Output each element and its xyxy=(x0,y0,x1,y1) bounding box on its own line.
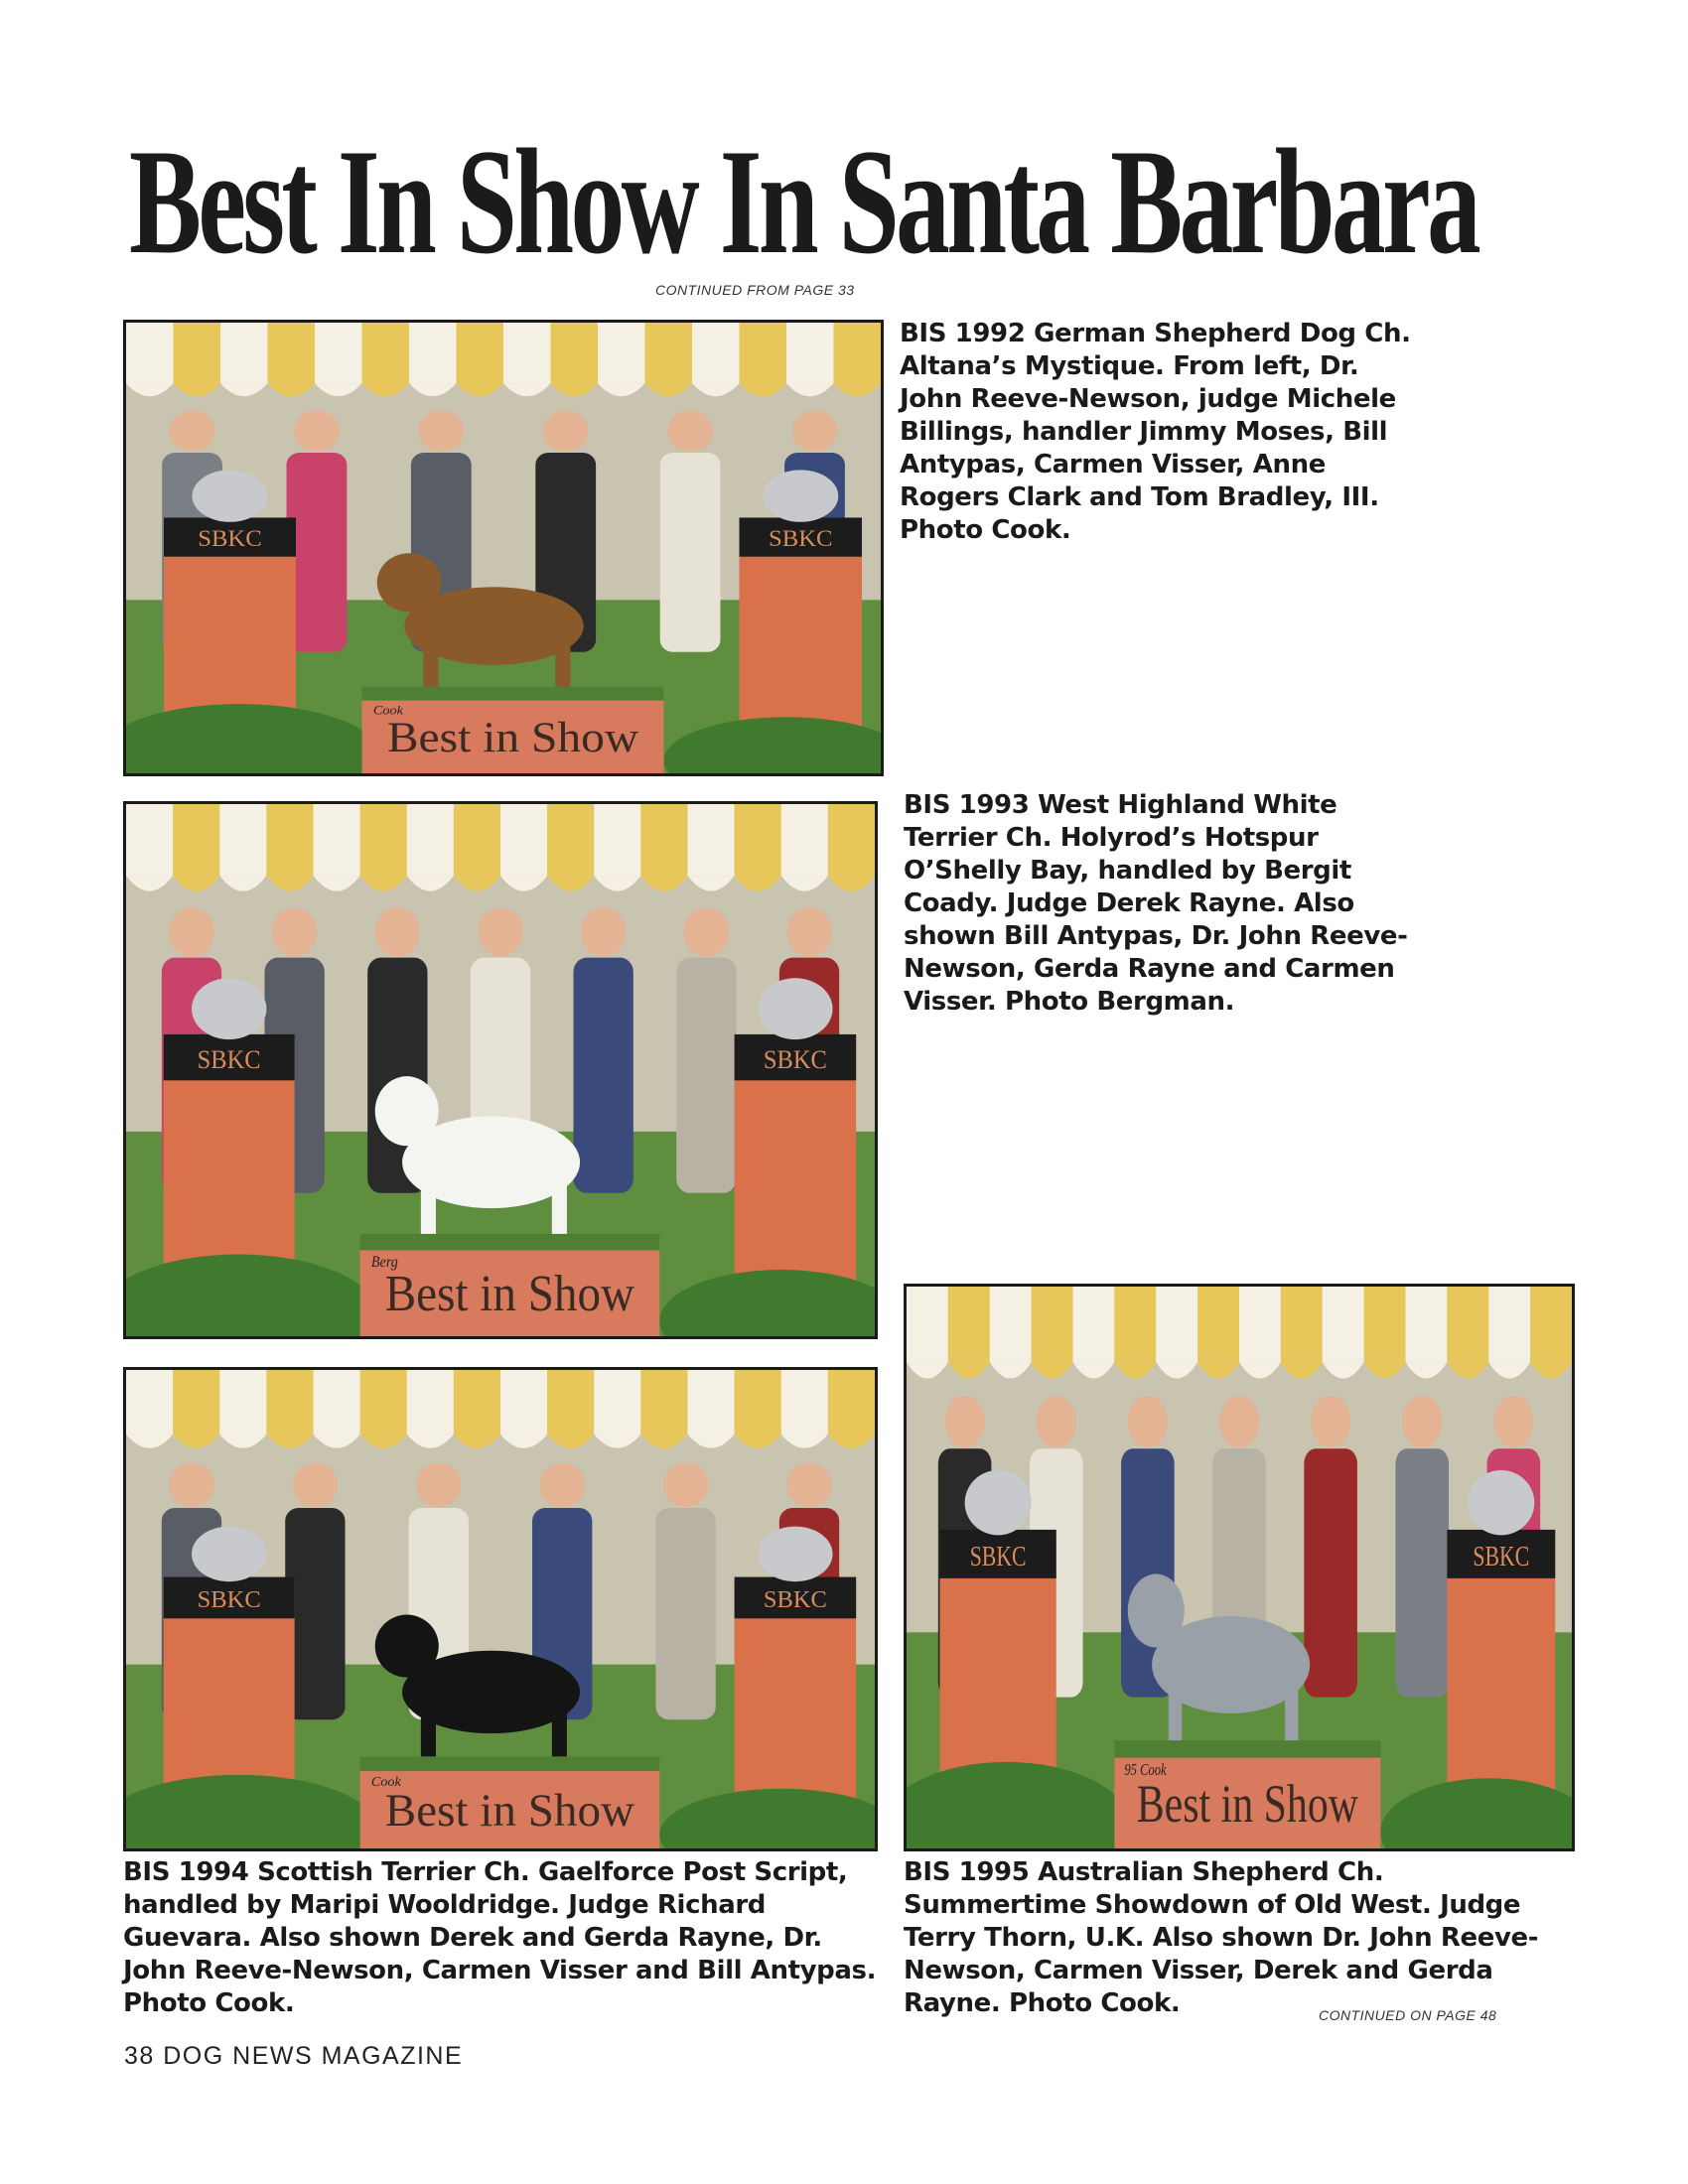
tent-stripe xyxy=(828,1370,875,1434)
person-head xyxy=(786,907,831,956)
tent-stripe xyxy=(220,323,268,383)
person-head xyxy=(416,1463,461,1507)
platform-top xyxy=(362,687,664,701)
person-head xyxy=(1493,1396,1533,1447)
person-head xyxy=(375,907,420,956)
tent-stripe xyxy=(1281,1287,1323,1362)
person-head xyxy=(1037,1396,1076,1447)
pedestal-label: SBKC xyxy=(197,1586,261,1614)
tent-stripe xyxy=(219,804,266,876)
tent-stripe xyxy=(786,323,834,383)
caption-bis-1993: BIS 1993 West Highland White Terrier Ch. Holyrod’s Hotspur O’Shelly Bay, handled by Bergit Coady. Judge Derek Rayne. Also shown Bill Antypas, Dr. John Reeve-Newson, Gerda Rayne and Carmen Visser. Photo Bergman. xyxy=(904,790,1408,1017)
banner-text: Best in Show xyxy=(384,1265,635,1322)
banner-text: Best in Show xyxy=(384,1785,635,1837)
tent-stripe xyxy=(314,804,360,876)
tent-stripe xyxy=(692,323,740,383)
person-head xyxy=(170,410,215,452)
tent-stripe xyxy=(266,1370,313,1434)
tent-stripe xyxy=(126,323,174,383)
person-head xyxy=(581,907,626,956)
photo-bis-1995 xyxy=(904,1284,1575,1851)
person-head xyxy=(293,1463,338,1507)
person-head xyxy=(792,410,838,452)
person-head xyxy=(169,1463,213,1507)
dog-head xyxy=(375,1615,439,1678)
person-head xyxy=(1311,1396,1350,1447)
caption-bis-1992: BIS 1992 German Shepherd Dog Ch. Altana’s Mystique. From left, Dr. John Reeve-Newson, judge Michele Billings, handler Jimmy Moses, Bill Antypas, Carmen Visser, Anne Rogers Clark and Tom Bradley, III. Photo Cook. xyxy=(900,319,1411,545)
banner-text: Best in Show xyxy=(386,712,639,761)
tent-stripe xyxy=(594,804,640,876)
platform-top xyxy=(1114,1740,1380,1757)
tent-stripe xyxy=(174,323,221,383)
person-head xyxy=(1128,1396,1168,1447)
pedestal-label: SBKC xyxy=(768,527,833,552)
tent-stripe xyxy=(640,1370,687,1434)
tent-stripe xyxy=(547,1370,594,1434)
tent-stripe xyxy=(1447,1287,1488,1362)
tent-stripe xyxy=(314,1370,360,1434)
photo-bis-1992 xyxy=(123,320,884,776)
pedestal-label: SBKC xyxy=(1473,1542,1530,1572)
tent-stripe xyxy=(268,323,316,383)
person-head xyxy=(667,410,713,452)
tent-stripe xyxy=(219,1370,266,1434)
tent-stripe xyxy=(781,1370,828,1434)
person-body xyxy=(574,958,633,1193)
tent-stripe xyxy=(1156,1287,1197,1362)
photo-bis-1994 xyxy=(123,1367,878,1851)
trophy xyxy=(193,470,268,521)
platform-top xyxy=(360,1234,660,1250)
tent-stripe xyxy=(1323,1287,1364,1362)
tent-stripe xyxy=(907,1287,948,1362)
dog-head xyxy=(1128,1574,1185,1648)
tent-stripe xyxy=(735,1370,781,1434)
tent-stripe xyxy=(547,804,594,876)
person-head xyxy=(272,907,317,956)
tent-stripe xyxy=(409,323,457,383)
tent-stripe xyxy=(1488,1287,1530,1362)
tent-stripe xyxy=(551,323,599,383)
dog-head xyxy=(375,1076,439,1146)
person-body xyxy=(1395,1448,1449,1697)
trophy xyxy=(192,1527,266,1582)
person-head xyxy=(169,907,213,956)
tent-stripe xyxy=(688,804,735,876)
person-body xyxy=(660,453,721,652)
tent-stripe xyxy=(834,323,882,383)
page-footer: 38 DOG NEWS MAGAZINE xyxy=(124,2042,464,2070)
person-head xyxy=(1219,1396,1259,1447)
person-head xyxy=(663,1463,708,1507)
photographer-signature: Cook xyxy=(372,703,403,718)
tent-stripe xyxy=(126,1370,173,1434)
pedestal-label: SBKC xyxy=(763,1043,827,1075)
person-head xyxy=(419,410,465,452)
tent-stripe xyxy=(1364,1287,1406,1362)
dog-head xyxy=(377,553,442,612)
photo-scene xyxy=(126,1370,875,1848)
tent-stripe xyxy=(1114,1287,1156,1362)
tent-stripe xyxy=(990,1287,1032,1362)
continued-on-note: CONTINUED ON PAGE 48 xyxy=(1319,2007,1497,2023)
photographer-signature: Berg xyxy=(370,1254,398,1272)
person-head xyxy=(684,907,729,956)
tent-stripe xyxy=(598,323,645,383)
tent-stripe xyxy=(594,1370,640,1434)
tent-stripe xyxy=(828,804,875,876)
person-head xyxy=(540,1463,585,1507)
tent-stripe xyxy=(503,323,551,383)
tent-stripe xyxy=(500,804,547,876)
tent-stripe xyxy=(740,323,787,383)
tent-stripe xyxy=(407,1370,454,1434)
photo-scene xyxy=(126,323,881,773)
tent-stripe xyxy=(1530,1287,1572,1362)
tent-stripe xyxy=(362,323,410,383)
pedestal-label: SBKC xyxy=(763,1586,827,1614)
caption-bis-1995: BIS 1995 Australian Shepherd Ch. Summertime Showdown of Old West. Judge Terry Thorn, U.K. Also shown Dr. John Reeve-Newson, Carmen Visser, Derek and Gerda Rayne. Photo Cook. xyxy=(904,1857,1539,2018)
tent-stripe xyxy=(457,323,504,383)
person-head xyxy=(945,1396,985,1447)
tent-stripe xyxy=(640,804,687,876)
tent-stripe xyxy=(173,1370,219,1434)
person-body xyxy=(676,958,736,1193)
person-head xyxy=(543,410,589,452)
tent-stripe xyxy=(315,323,362,383)
pedestal-label: SBKC xyxy=(198,527,262,552)
photo-scene xyxy=(126,804,875,1336)
tent-stripe xyxy=(735,804,781,876)
tent-stripe xyxy=(1239,1287,1281,1362)
pedestal-label: SBKC xyxy=(197,1043,261,1075)
tent-stripe xyxy=(781,804,828,876)
tent-stripe xyxy=(126,804,173,876)
trophy xyxy=(758,978,832,1039)
person-head xyxy=(294,410,340,452)
tent-stripe xyxy=(266,804,313,876)
pedestal-label: SBKC xyxy=(969,1542,1027,1572)
caption-bis-1994: BIS 1994 Scottish Terrier Ch. Gaelforce Post Script, handled by Maripi Wooldridge. Judge Richard Guevara. Also shown Derek and Gerda Rayne, Dr. John Reeve-Newson, Carmen Visser and Bill Antypas. Photo Cook. xyxy=(123,1857,877,2018)
tent-stripe xyxy=(688,1370,735,1434)
photographer-signature: 95 Cook xyxy=(1124,1761,1167,1780)
platform-top xyxy=(360,1756,660,1771)
tent-stripe xyxy=(1032,1287,1073,1362)
tent-stripe xyxy=(360,1370,407,1434)
tent-stripe xyxy=(173,804,219,876)
banner-text: Best in Show xyxy=(1136,1773,1359,1835)
trophy xyxy=(758,1527,832,1582)
tent-stripe xyxy=(454,804,500,876)
person-head xyxy=(786,1463,831,1507)
continued-from-note: CONTINUED FROM PAGE 33 xyxy=(655,282,855,298)
photo-scene xyxy=(907,1287,1572,1848)
tent-stripe xyxy=(1073,1287,1115,1362)
tent-stripe xyxy=(360,804,407,876)
trophy xyxy=(1468,1470,1534,1535)
trophy xyxy=(763,470,838,521)
tent-stripe xyxy=(948,1287,990,1362)
person-head xyxy=(1402,1396,1442,1447)
tent-stripe xyxy=(645,323,693,383)
person-body xyxy=(1304,1448,1357,1697)
tent-stripe xyxy=(1406,1287,1448,1362)
tent-stripe xyxy=(1197,1287,1239,1362)
tent-stripe xyxy=(454,1370,500,1434)
photo-bis-1993 xyxy=(123,801,878,1339)
photographer-signature: Cook xyxy=(370,1775,401,1790)
person-head xyxy=(478,907,522,956)
trophy xyxy=(965,1470,1032,1535)
page-title: Best In Show In Santa Barbara xyxy=(129,118,1478,285)
person-body xyxy=(655,1508,715,1719)
trophy xyxy=(192,978,266,1039)
tent-stripe xyxy=(500,1370,547,1434)
tent-stripe xyxy=(407,804,454,876)
